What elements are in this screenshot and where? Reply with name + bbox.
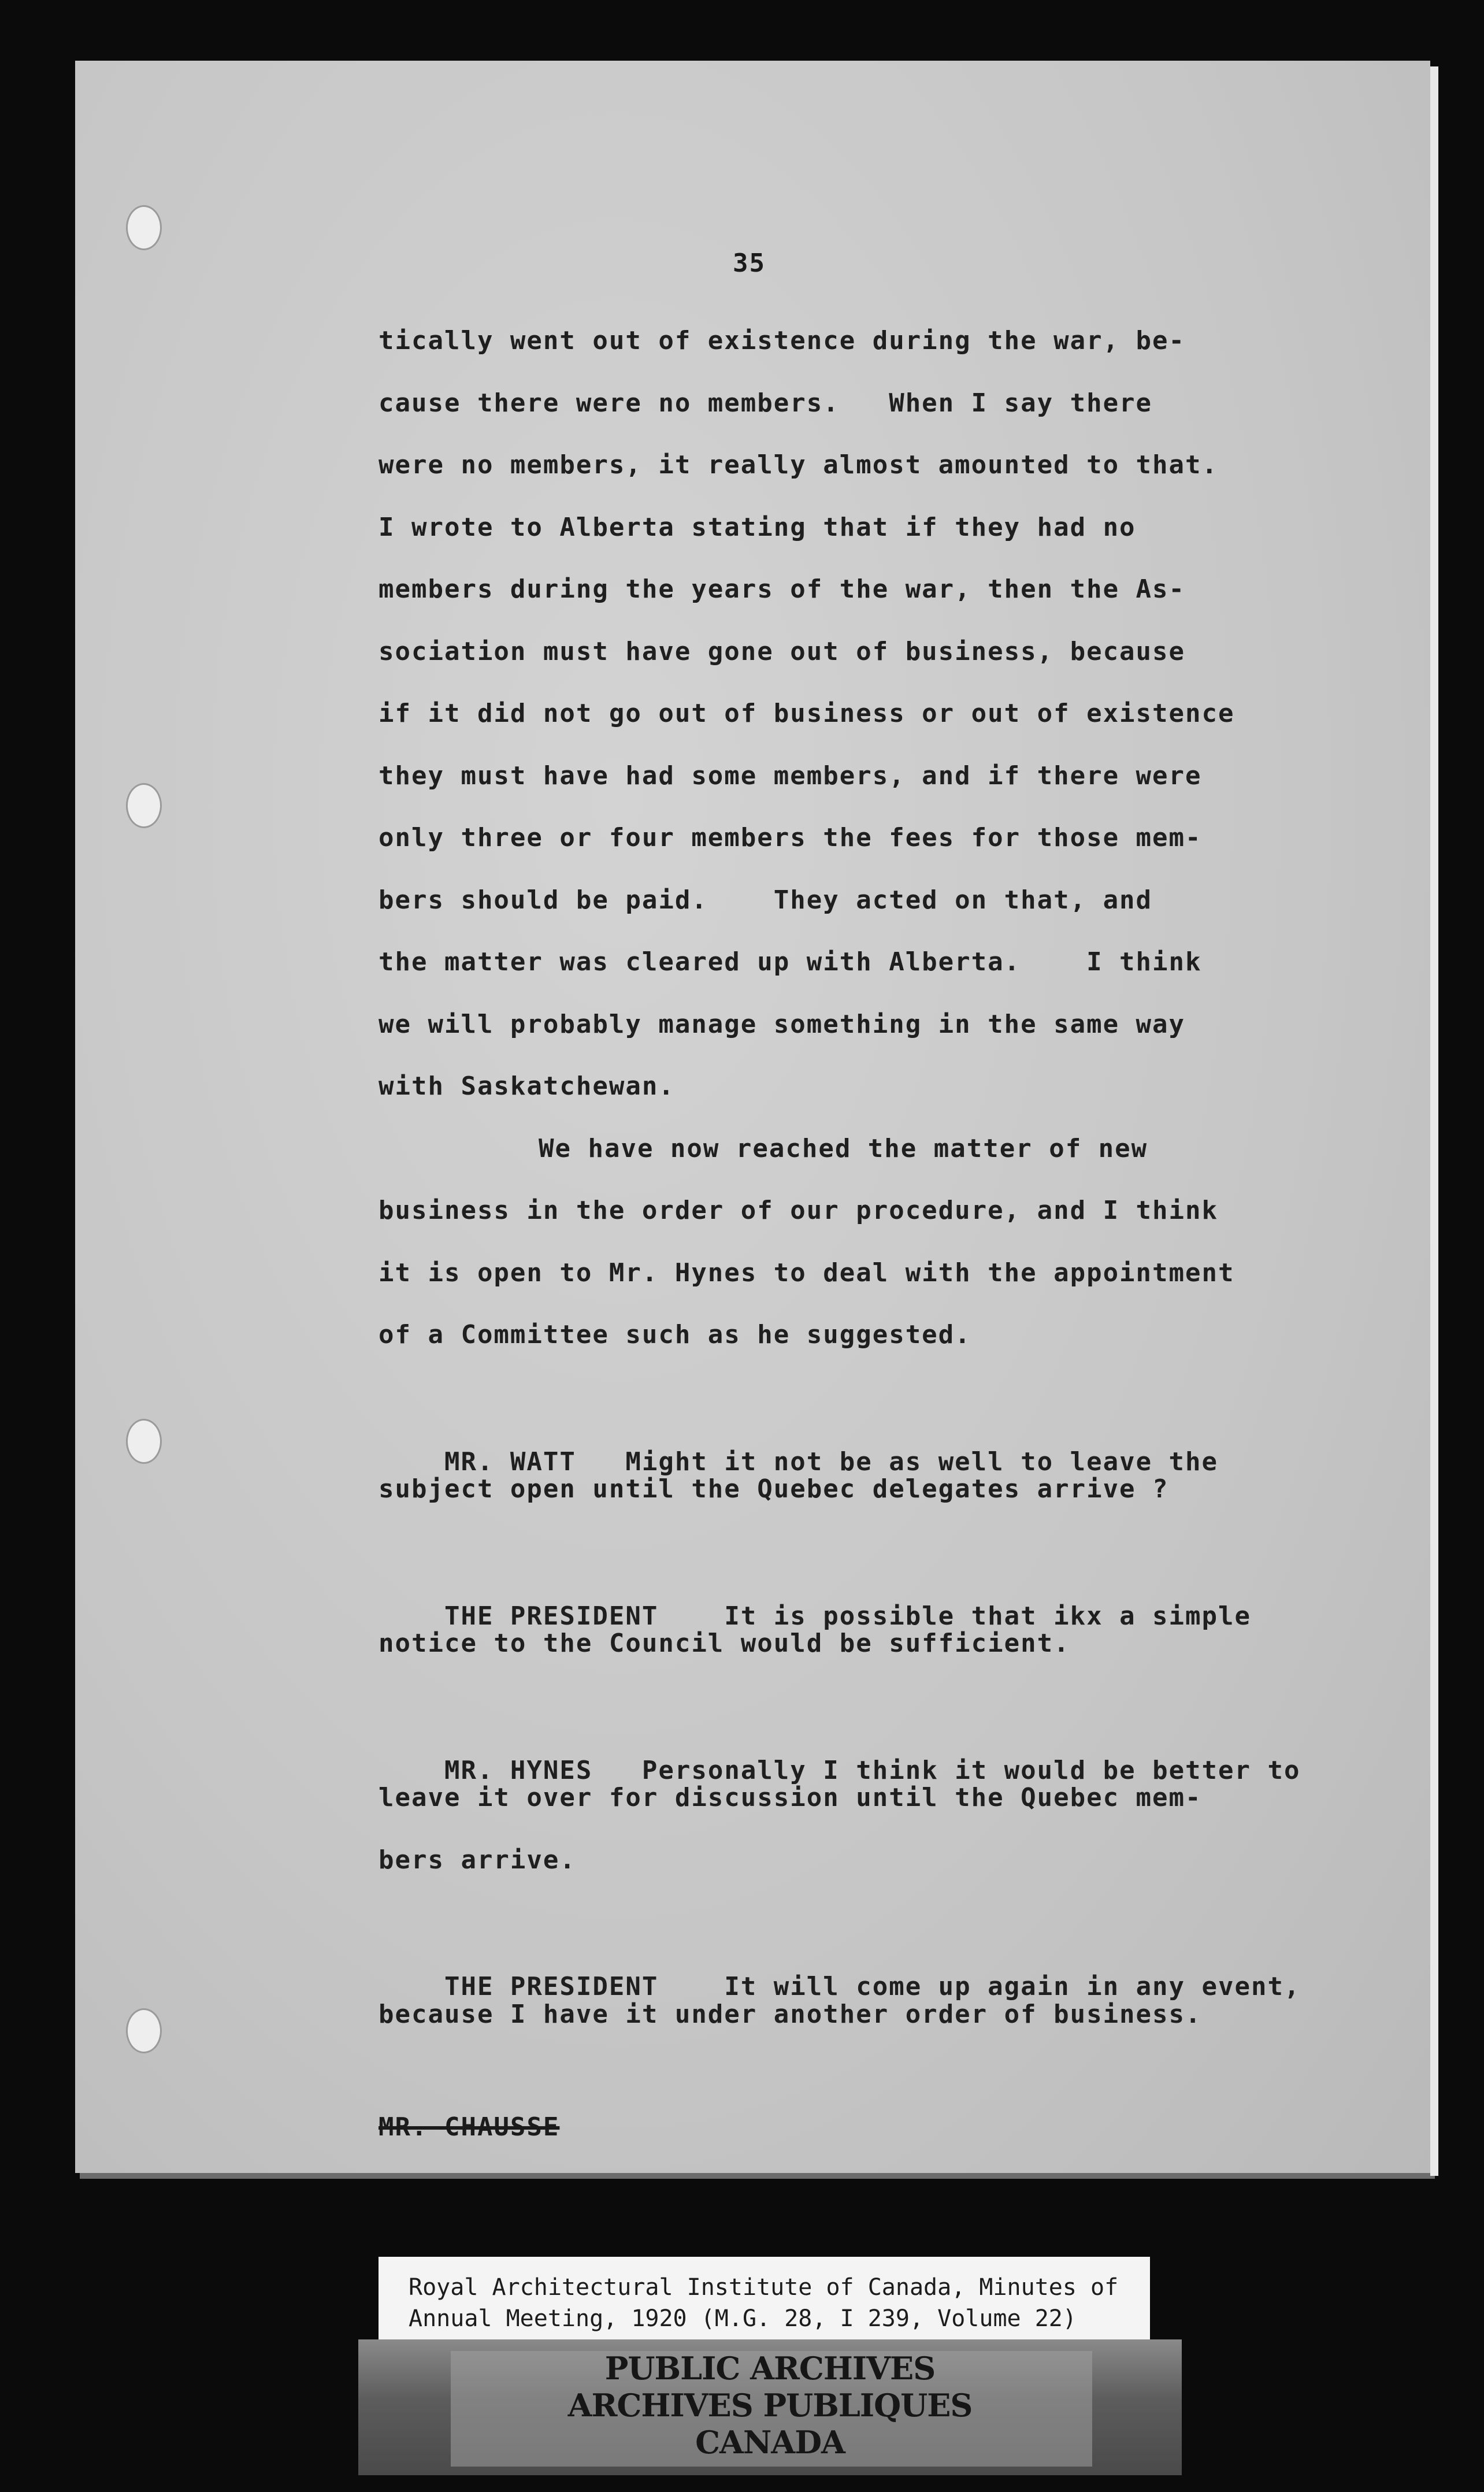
speech-text: Personally I think it would be better to: [641, 1755, 1301, 1785]
speech-text: It will come up again in any event,: [724, 1972, 1301, 2001]
typed-text: [379, 324, 1372, 2059]
text-line: with Saskatchewan.: [379, 1071, 675, 1101]
text-line: business in the order of our procedure, and I think: [379, 1196, 1219, 1225]
text-line: bers should be paid. They acted on that, and: [379, 885, 1153, 915]
punch-hole-top: [126, 205, 162, 250]
text-line: we will probably manage something in the same way: [379, 1009, 1186, 1039]
text-line: cause there were no members. When I say there: [379, 388, 1153, 418]
caption-line: Royal Architectural Institute of Canada, Minutes of: [409, 2274, 1119, 2301]
caption-line: Annual Meeting, 1920 (M.G. 28, I 239, Volume 22): [409, 2305, 1077, 2332]
punch-hole-bottom: [126, 2008, 162, 2053]
text-line: subject open until the Quebec delegates arrive ?: [379, 1474, 1169, 1504]
text-line: members during the years of the war, then the As-: [379, 574, 1186, 604]
text-line: because I have it under another order of business.: [379, 1999, 1202, 2029]
text-line: of a Committee such as he suggested.: [379, 1320, 971, 1349]
text-line: the matter was cleared up with Alberta. I think: [379, 947, 1202, 977]
exchange-line: [379, 1410, 1372, 1477]
text-line: only three or four members the fees for those mem-: [379, 823, 1202, 852]
text-line: sociation must have gone out of business, because: [379, 636, 1186, 666]
speaker-name: MR. WATT: [444, 1447, 576, 1477]
stamp-line: PUBLIC ARCHIVES: [604, 2350, 936, 2387]
speech-text: It is possible that ikx a simple: [724, 1601, 1251, 1631]
text-line: tically went out of existence during the war, be-: [379, 326, 1186, 355]
text-line: were no members, it really almost amounted to that.: [379, 450, 1219, 480]
speaker-name: THE PRESIDENT: [444, 1972, 659, 2001]
text-line: I wrote to Alberta stating that if they had no: [379, 512, 1136, 542]
exchange-line: [379, 1935, 1372, 2001]
stamp-line: ARCHIVES PUBLIQUES: [567, 2387, 973, 2424]
text-line: leave it over for discussion until the Quebec mem-: [379, 1783, 1202, 1812]
text-line: notice to the Council would be sufficient.: [379, 1629, 1070, 1658]
archive-caption: [379, 2257, 1150, 2349]
archives-stamp: [358, 2339, 1182, 2475]
speaker-name: THE PRESIDENT: [444, 1601, 659, 1631]
text-line: they must have had some members, and if there were: [379, 761, 1202, 791]
exchange-line: [379, 1719, 1372, 1785]
page-edge: [1430, 66, 1438, 2176]
speaker-name: MR. HYNES: [444, 1755, 593, 1785]
text-line: bers arrive.: [379, 1845, 576, 1875]
exchange-line: [379, 1564, 1372, 1631]
text-line: We have now reached the matter of new: [539, 1133, 1148, 1163]
speech-text: Might it not be as well to leave the: [625, 1447, 1219, 1477]
stamp-line: CANADA: [695, 2424, 845, 2461]
struck-out-speaker: MR. CHAUSSE: [379, 2112, 560, 2142]
text-line: it is open to Mr. Hynes to deal with the appointment: [379, 1258, 1235, 1288]
page-number: 35: [733, 249, 766, 278]
punch-hole-middle: [126, 1419, 162, 1464]
text-line: if it did not go out of business or out of existence: [379, 699, 1235, 728]
punch-hole-upper: [126, 783, 162, 828]
